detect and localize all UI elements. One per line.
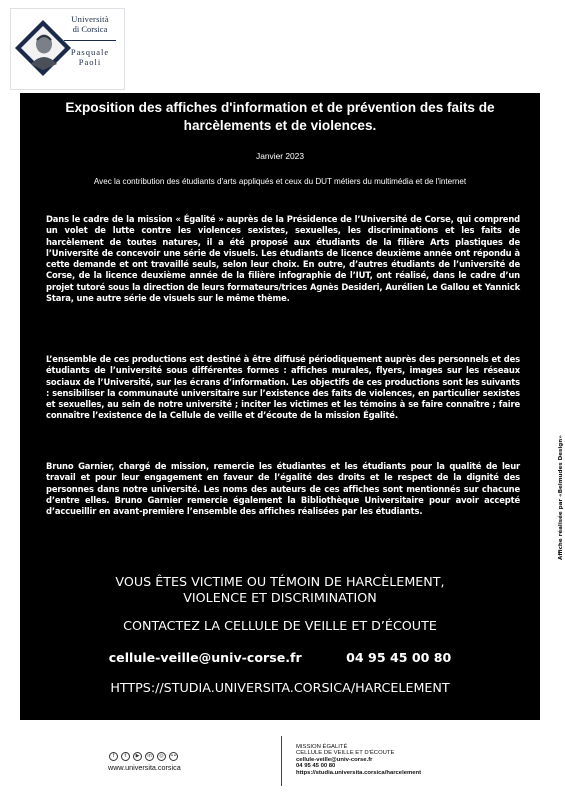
paragraph-1: Dans le cadre de la mission « Égalité » auprès de la Présidence de l’Université de Corse, qui comprend un volet de lutte contre les violences sexistes, sexuelles, les discriminations et les faits de harcèlement de toutes natures, il a été proposé aux étudiants de la filière Arts plastiques de l’Université de concevoir une série de visuels. Les étudiants de licence deuxième année ont répondu à cette demande et ont travaillé seuls, selon leur choix. En outre, d’autres étudiants de l’université de Corse, de la licence deuxième année de la filière infographie de l’IUT, ont réalisé, dans le cadre d’un projet tutoré sous la direction de leurs formateurs/trices Agnès Desideri, Aurélien Le Gallou et Yannick Stara, une autre série de visuels sur le même thème. xyxy=(46,214,520,304)
facebook-icon[interactable]: f xyxy=(109,752,118,761)
footer-contact-block xyxy=(296,744,421,776)
poster-title: Exposition des affiches d'information et de prévention des faits de harcèlements et de violences. xyxy=(65,100,495,133)
poster-panel xyxy=(20,93,540,720)
instagram-icon[interactable]: ◎ xyxy=(157,752,166,761)
youtube-icon[interactable]: ▶ xyxy=(133,752,142,761)
footer-url-link[interactable]: https://studia.universita.corsica/harcelement xyxy=(296,769,422,776)
logo-line-3: Pasquale xyxy=(70,47,110,57)
social-icons xyxy=(108,752,181,761)
poster-date: Janvier 2023 xyxy=(256,151,304,161)
footer-divider xyxy=(281,736,282,786)
footer-social-block xyxy=(108,752,181,772)
footer-phone: 04 95 45 00 80 xyxy=(296,763,336,770)
logo-separator xyxy=(64,40,116,41)
designer-credit: Affiche réalisée par «Belmudes Design» xyxy=(558,435,564,560)
victim-callout-line-1: VOUS ÊTES VICTIME OU TÉMOIN DE HARCÈLEMENT, xyxy=(115,574,445,589)
flickr-icon[interactable]: •• xyxy=(170,753,177,759)
twitter-icon[interactable]: t xyxy=(121,752,130,761)
university-logo xyxy=(10,8,125,90)
footer-cell-title: CELLULE DE VEILLE ET D’ÉCOUTE xyxy=(296,750,395,757)
contact-callout: CONTACTEZ LA CELLULE DE VEILLE ET D’ÉCOUTE xyxy=(123,618,437,633)
logo-line-2: di Corsica xyxy=(72,24,108,34)
victim-callout xyxy=(20,574,540,606)
contribution-note: Avec la contribution des étudiants d'arts appliqués et ceux du DUT métiers du multimédia et de l'internet xyxy=(93,177,467,186)
contact-details xyxy=(20,650,540,665)
website-link[interactable]: www.universita.corsica xyxy=(108,763,181,772)
logo-line-4: Paoli xyxy=(78,57,102,67)
harassment-url-link[interactable]: HTTPS://STUDIA.UNIVERSITA.CORSICA/HARCELEMENT xyxy=(110,680,450,695)
linkedin-icon[interactable]: in xyxy=(145,752,154,761)
victim-callout-line-2: VIOLENCE ET DISCRIMINATION xyxy=(183,590,377,605)
contact-phone: 04 95 45 00 80 xyxy=(346,650,452,665)
paragraph-3: Bruno Garnier, chargé de mission, remercie les étudiantes et les étudiants pour la qualité de leur travail et pour leur engagement en faveur de l’égalité des droits et le respect de la dignité des personnes dans notre université. Les noms des auteurs de ces affiches sont mentionnés sur chacune d’entre elles. Bruno Garnier remercie également la Bibliothèque Universitaire pour avoir accepté d’accueillir en avant-première l’ensemble des affiches réalisées par les étudiants. xyxy=(46,461,520,517)
contact-email-link[interactable]: cellule-veille@univ-corse.fr xyxy=(108,650,302,665)
footer-email-link[interactable]: cellule-veille@univ-corse.fr xyxy=(296,756,373,763)
paragraph-2: L’ensemble de ces productions est destiné à être diffusé périodiquement auprès des personnels et des étudiants de l’université sous différentes formes : affiches murales, flyers, images sur les réseaux sociaux de l’Université, sur les écrans d’information. Les objectifs de ces productions sont les suivants : sensibiliser la communauté universitaire sur l’existence des faits de violences, en particulier sexistes et sexuelles, au sein de notre université ; inciter les victimes et les témoins à se faire connaître ; faire connaître l’existence de la Cellule de veille et d’écoute de la mission Égalité. xyxy=(46,354,520,421)
logo-line-1: Università xyxy=(71,14,109,24)
footer-mission-title: MISSION ÉGALITÉ xyxy=(296,744,348,750)
logo-wordmark xyxy=(58,14,122,67)
